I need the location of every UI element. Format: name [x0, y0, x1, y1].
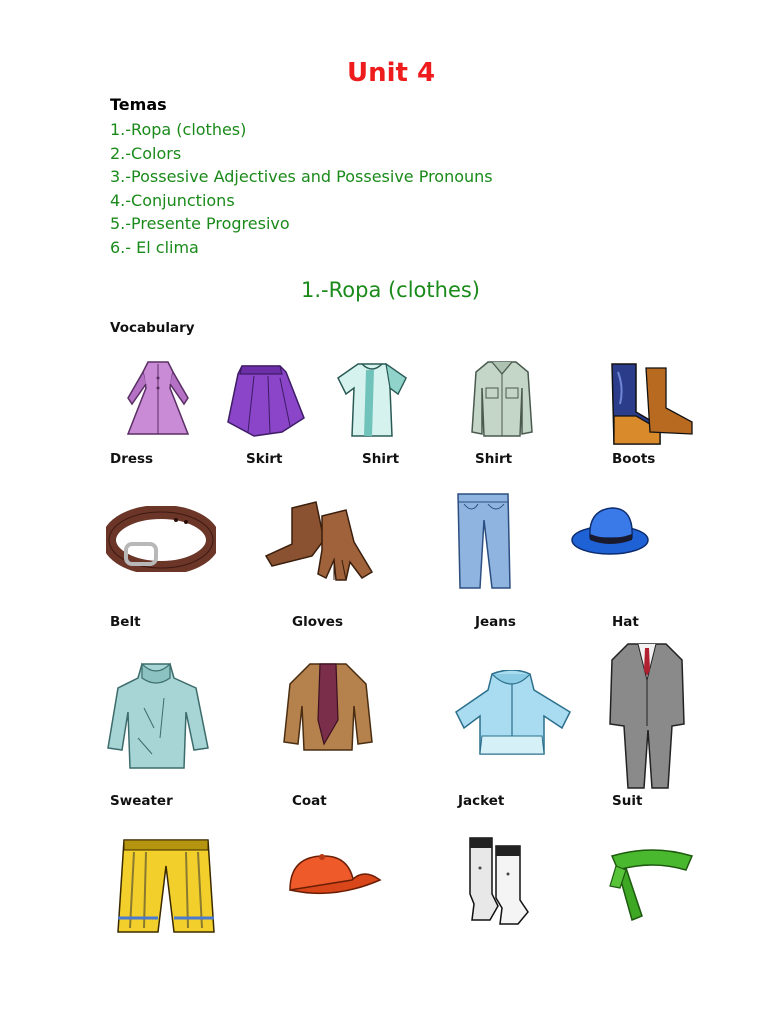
- label-jeans: Jeans: [475, 614, 516, 630]
- label-dress: Dress: [110, 451, 154, 467]
- cap-picture: [284, 850, 384, 904]
- dress-picture: [118, 358, 198, 440]
- topic-item: 4.-Conjunctions: [110, 190, 235, 210]
- topic-item: 2.-Colors: [110, 143, 182, 163]
- unit-title: Unit 4: [347, 58, 436, 88]
- hat-picture: [570, 502, 652, 558]
- label-shirt-2: Shirt: [475, 451, 513, 467]
- label-skirt: Skirt: [246, 451, 283, 467]
- coat-picture: [280, 660, 376, 754]
- scarf-picture: [606, 846, 698, 924]
- label-jacket: Jacket: [458, 793, 505, 809]
- socks-picture: [462, 834, 532, 926]
- topics-heading: Temas: [110, 95, 167, 114]
- label-shirt: Shirt: [362, 451, 400, 467]
- topic-item: 6.- El clima: [110, 237, 199, 257]
- shorts-picture: [116, 836, 216, 936]
- suit-picture: [606, 640, 688, 790]
- tshirt-picture: [334, 360, 410, 440]
- topics-list: [110, 118, 493, 260]
- label-sweater: Sweater: [110, 793, 173, 809]
- topic-item: 5.-Presente Progresivo: [110, 214, 290, 234]
- jeans-picture: [452, 490, 514, 592]
- label-coat: Coat: [292, 793, 327, 809]
- label-suit: Suit: [612, 793, 643, 809]
- sweater-picture: [104, 658, 212, 772]
- boots-picture: [606, 360, 696, 448]
- topic-item: 3.-Possesive Adjectives and Possesive Pronouns: [110, 167, 493, 187]
- topic-item: 1.-Ropa (clothes): [110, 120, 247, 139]
- skirt-picture: [224, 362, 310, 438]
- vocabulary-label: Vocabulary: [110, 320, 195, 336]
- label-boots: Boots: [612, 451, 656, 467]
- belt-picture: [106, 506, 216, 572]
- gloves-picture: [262, 500, 378, 586]
- label-hat: Hat: [612, 614, 639, 630]
- label-gloves: Gloves: [292, 614, 343, 630]
- jacket-picture: [452, 670, 574, 758]
- label-belt: Belt: [110, 614, 141, 630]
- button-shirt-picture: [466, 358, 538, 440]
- section-title: 1.-Ropa (clothes): [301, 278, 481, 302]
